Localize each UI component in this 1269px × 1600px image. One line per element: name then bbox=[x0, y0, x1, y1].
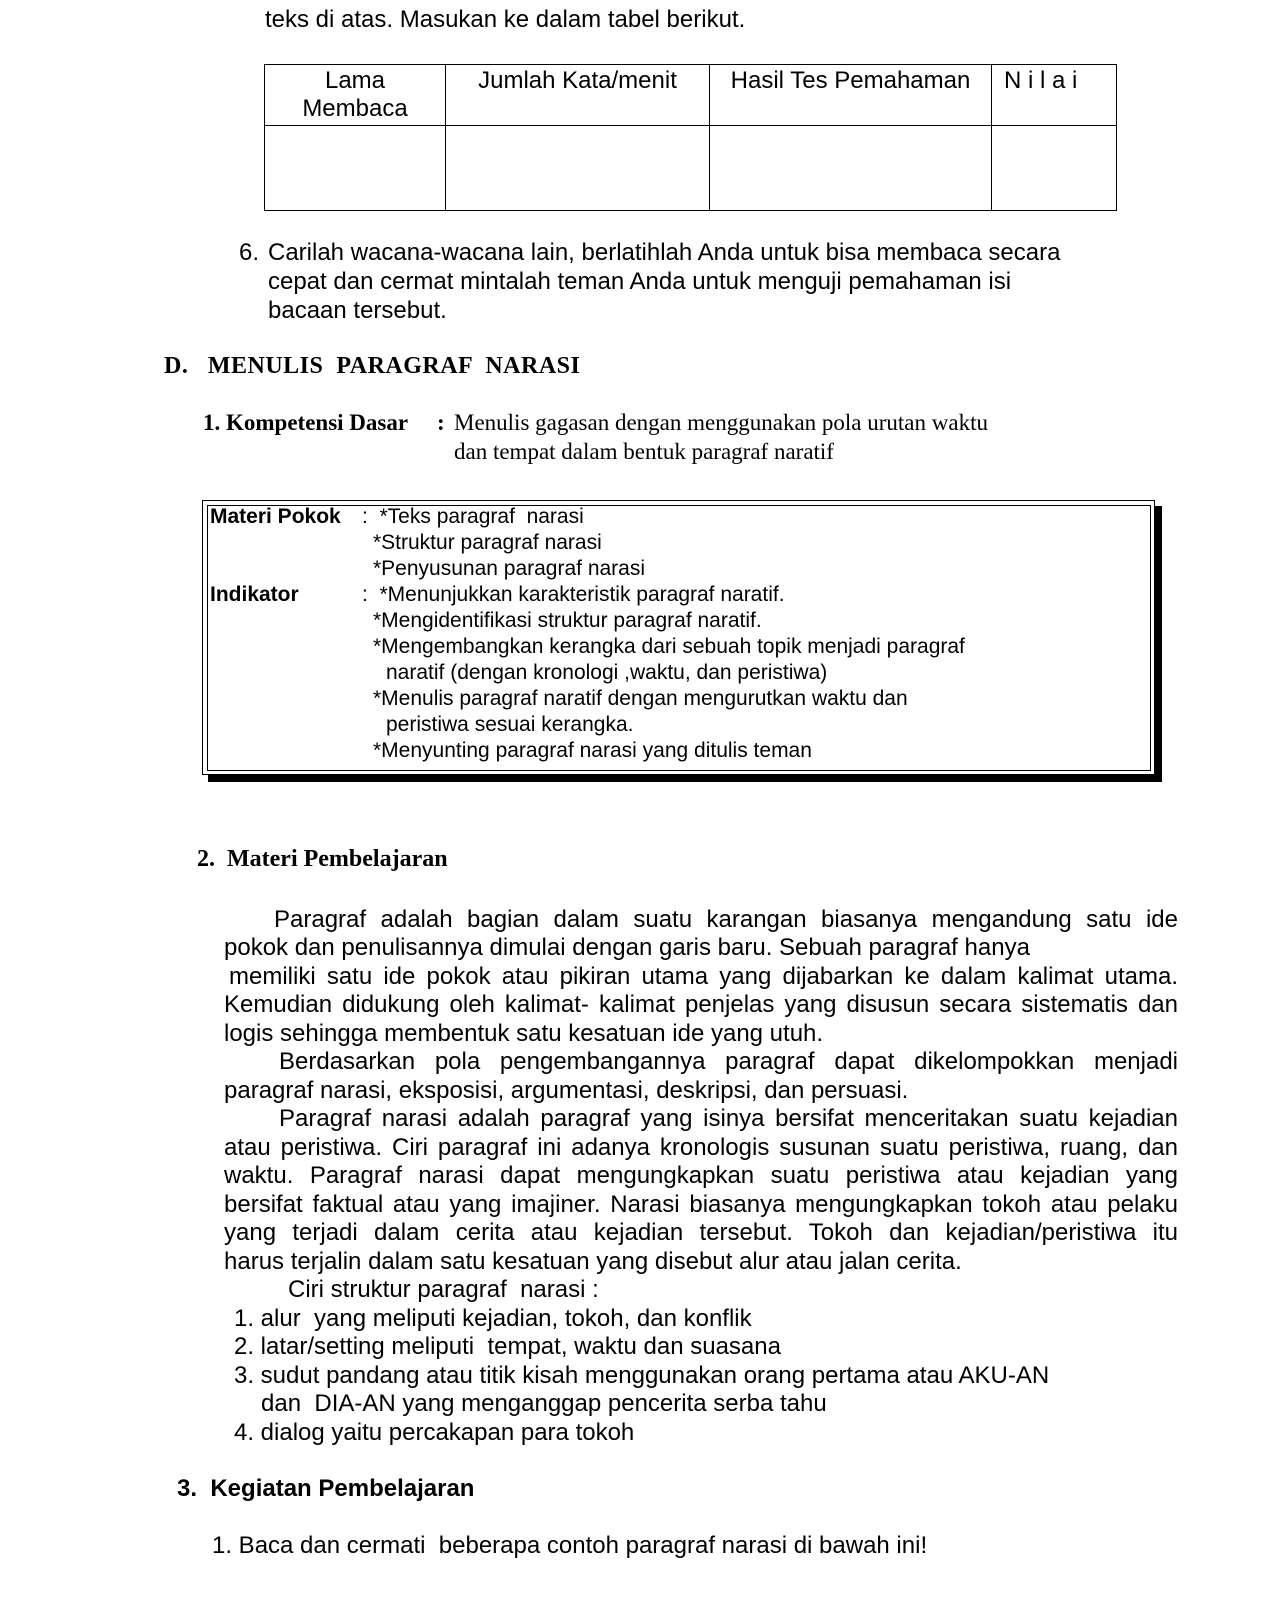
paragraph-line: paragraf narasi, eksposisi, argumentasi, deskripsi, dan persuasi. bbox=[224, 1077, 909, 1104]
cell-lama-membaca[interactable] bbox=[265, 126, 446, 211]
struktur-list-item: 1. alur yang meliputi kejadian, tokoh, dan konflik bbox=[234, 1305, 752, 1332]
kompetensi-line: Menulis gagasan dengan menggunakan pola urutan waktu bbox=[454, 410, 988, 435]
struktur-list-item: dan DIA-AN yang menganggap pencerita serba tahu bbox=[261, 1390, 827, 1417]
section-d-heading: D. MENULIS PARAGRAF NARASI bbox=[164, 353, 581, 379]
reading-score-table bbox=[264, 64, 1117, 211]
paragraph-line: bersifat faktual atau yang imajiner. Narasi biasanya mengungkapkan tokoh atau pelaku bbox=[224, 1191, 1178, 1218]
kompetensi-colon: : bbox=[437, 410, 445, 435]
cell-nilai[interactable] bbox=[992, 126, 1117, 211]
cell-jumlah-kata[interactable] bbox=[446, 126, 710, 211]
header-lama-line2: Membaca bbox=[302, 95, 408, 122]
item6-line: bacaan tersebut. bbox=[268, 297, 447, 324]
header-nilai: N i l a i bbox=[992, 65, 1117, 126]
header-hasil-tes: Hasil Tes Pemahaman bbox=[710, 65, 992, 126]
paragraph-line: Paragraf adalah bagian dalam suatu karangan biasanya mengandung satu ide bbox=[274, 906, 1178, 933]
paragraph-line: waktu. Paragraf narasi dapat mengungkapkan suatu peristiwa atau kejadian yang bbox=[224, 1162, 1178, 1189]
paragraph-line: atau peristiwa. Ciri paragraf ini adanya kronologis susunan suatu peristiwa, ruang, dan bbox=[224, 1134, 1178, 1161]
header-lama-membaca bbox=[265, 65, 446, 126]
paragraph-line: Paragraf narasi adalah paragraf yang isinya bersifat menceritakan suatu kejadian bbox=[279, 1105, 1178, 1132]
intro-line: teks di atas. Masukan ke dalam tabel berikut. bbox=[265, 6, 746, 33]
materi-item: *Penyusunan paragraf narasi bbox=[373, 557, 646, 580]
paragraph-line: Berdasarkan pola pengembangannya paragraf dapat dikelompokkan menjadi bbox=[279, 1048, 1178, 1075]
kompetensi-line: dan tempat dalam bentuk paragraf naratif bbox=[454, 439, 834, 464]
kompetensi-label: 1. Kompetensi Dasar bbox=[203, 410, 409, 435]
section-2-heading: 2. Materi Pembelajaran bbox=[197, 846, 448, 872]
indikator-item: *Menulis paragraf naratif dengan mengurutkan waktu dan bbox=[373, 687, 908, 710]
indikator-item: naratif (dengan kronologi ,waktu, dan peristiwa) bbox=[386, 661, 828, 684]
materi-pokok-label: Materi Pokok bbox=[210, 505, 341, 528]
table-row bbox=[265, 126, 1117, 211]
struktur-list-item: 3. sudut pandang atau titik kisah menggunakan orang pertama atau AKU-AN bbox=[234, 1362, 1050, 1389]
struktur-list-item: 2. latar/setting meliputi tempat, waktu dan suasana bbox=[234, 1333, 781, 1360]
indikator-item: *Mengidentifikasi struktur paragraf naratif. bbox=[373, 609, 762, 632]
item6-number: 6. bbox=[239, 239, 260, 266]
header-jumlah-kata: Jumlah Kata/menit bbox=[446, 65, 710, 126]
indikator-item: peristiwa sesuai kerangka. bbox=[386, 713, 634, 736]
paragraph-line: yang terjadi dalam cerita atau kejadian tersebut. Tokoh dan kejadian/peristiwa itu bbox=[224, 1219, 1178, 1246]
header-lama-line1: Lama bbox=[324, 67, 386, 94]
cell-hasil-tes[interactable] bbox=[710, 126, 992, 211]
item6-line: cepat dan cermat mintalah teman Anda untuk menguji pemahaman isi bbox=[268, 268, 1012, 295]
materi-item: : *Teks paragraf narasi bbox=[362, 505, 584, 528]
item6-line: Carilah wacana-wacana lain, berlatihlah Anda untuk bisa membaca secara bbox=[268, 239, 1061, 266]
materi-item: *Struktur paragraf narasi bbox=[373, 531, 602, 554]
paragraph-line: logis sehingga membentuk satu kesatuan ide yang utuh. bbox=[224, 1020, 824, 1047]
struktur-list-item: 4. dialog yaitu percakapan para tokoh bbox=[234, 1419, 635, 1446]
paragraph-line: Kemudian didukung oleh kalimat- kalimat penjelas yang disusun secara sistematis dan bbox=[224, 991, 1178, 1018]
section-3-heading: 3. Kegiatan Pembelajaran bbox=[177, 1475, 475, 1502]
indikator-item: *Menyunting paragraf narasi yang ditulis teman bbox=[373, 739, 812, 762]
paragraph-line: harus terjalin dalam satu kesatuan yang disebut alur atau jalan cerita. bbox=[224, 1248, 962, 1275]
struktur-heading: Ciri struktur paragraf narasi : bbox=[288, 1276, 599, 1303]
indikator-label: Indikator bbox=[210, 583, 299, 606]
indikator-item: *Mengembangkan kerangka dari sebuah topik menjadi paragraf bbox=[373, 635, 965, 658]
activity-item: 1. Baca dan cermati beberapa contoh paragraf narasi di bawah ini! bbox=[212, 1532, 928, 1559]
indikator-item: : *Menunjukkan karakteristik paragraf naratif. bbox=[362, 583, 785, 606]
paragraph-line: pokok dan penulisannya dimulai dengan garis baru. Sebuah paragraf hanya bbox=[224, 934, 1030, 961]
table-header-row bbox=[265, 65, 1117, 126]
paragraph-line: memiliki satu ide pokok atau pikiran utama yang dijabarkan ke dalam kalimat utama. bbox=[229, 963, 1178, 990]
